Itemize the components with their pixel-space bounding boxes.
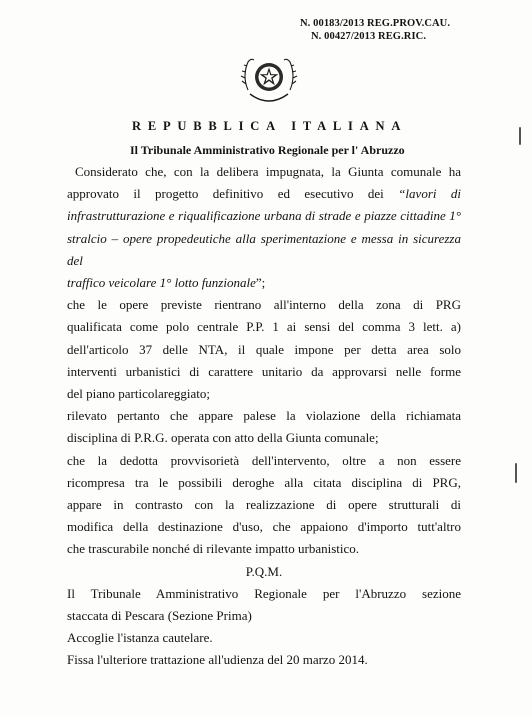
para1-text: approvato il progetto definitivo ed esecutivo dei <box>67 186 384 202</box>
para2-line: del piano particolareggiato; <box>67 386 210 402</box>
para4-line: ricompresa tra le possibili deroghe alla citata disciplina di PRG, <box>67 474 461 490</box>
para1-quote-open: “lavori di <box>398 186 462 202</box>
para1-line: infrastrutturazione e riqualificazione urbana di strade e piazze cittadine 1° <box>67 208 461 224</box>
case-ref-ricorso: N. 00427/2013 REG.RIC. <box>311 31 427 42</box>
para1-line <box>67 183 461 205</box>
para3-line: disciplina di P.R.G. operata con atto della Giunta comunale; <box>67 430 379 446</box>
ordinance-body <box>67 161 461 672</box>
para4-line: che la dedotta provvisorietà dell'intervento, oltre a non essere <box>67 452 461 468</box>
para5-line: Il Tribunale Amministrativo Regionale per l'Abruzzo sezione <box>67 585 461 601</box>
para5-line: staccata di Pescara (Sezione Prima) <box>67 608 252 624</box>
para1-quote-close: ”; <box>255 275 266 291</box>
para6-line: Accoglie l'istanza cautelare. <box>67 630 213 646</box>
italian-republic-emblem-icon <box>238 50 300 108</box>
para2-line: dell'articolo 37 delle NTA, il quale impone per detta area solo <box>67 341 461 357</box>
case-ref-provvedimento: N. 00183/2013 REG.PROV.CAU. <box>300 18 451 29</box>
para2-line: qualificata come polo centrale P.P. 1 ai sensi del comma 3 lett. a) <box>67 319 461 335</box>
tribunal-heading: Il Tribunale Amministrativo Regionale per l' Abruzzo <box>130 143 405 157</box>
para1-line: stralcio – opere propedeutiche alla sperimentazione e messa in sicurezza del <box>67 230 461 268</box>
pqm-heading: P.Q.M. <box>245 563 283 579</box>
para7-line: Fissa l'ulteriore trattazione all'udienza del 20 marzo 2014. <box>67 652 368 668</box>
scan-mark <box>515 463 517 483</box>
para4-line: appare in contrasto con la realizzazione di opere strutturali di <box>67 497 461 513</box>
scan-mark <box>519 127 521 145</box>
para1-line <box>67 272 461 294</box>
para4-line: che trascurabile nonché di rilevante impatto urbanistico. <box>67 541 360 557</box>
para1-text: traffico veicolare 1° lotto funzionale <box>67 275 256 291</box>
para3-line: rilevato pertanto che appare palese la violazione della richiamata <box>67 408 461 424</box>
para2-line: interventi urbanistici di carattere unitario da approvarsi nelle forme <box>67 363 461 379</box>
republic-heading: REPUBBLICA ITALIANA <box>132 119 408 133</box>
para2-line: che le opere previste rientrano all'interno della zona di PRG <box>67 297 461 313</box>
para1-line: Considerato che, con la delibera impugnata, la Giunta comunale ha <box>75 164 461 179</box>
case-references <box>300 17 450 43</box>
para4-line: modifica della destinazione d'uso, che appaiono d'importo tutt'altro <box>67 519 461 535</box>
